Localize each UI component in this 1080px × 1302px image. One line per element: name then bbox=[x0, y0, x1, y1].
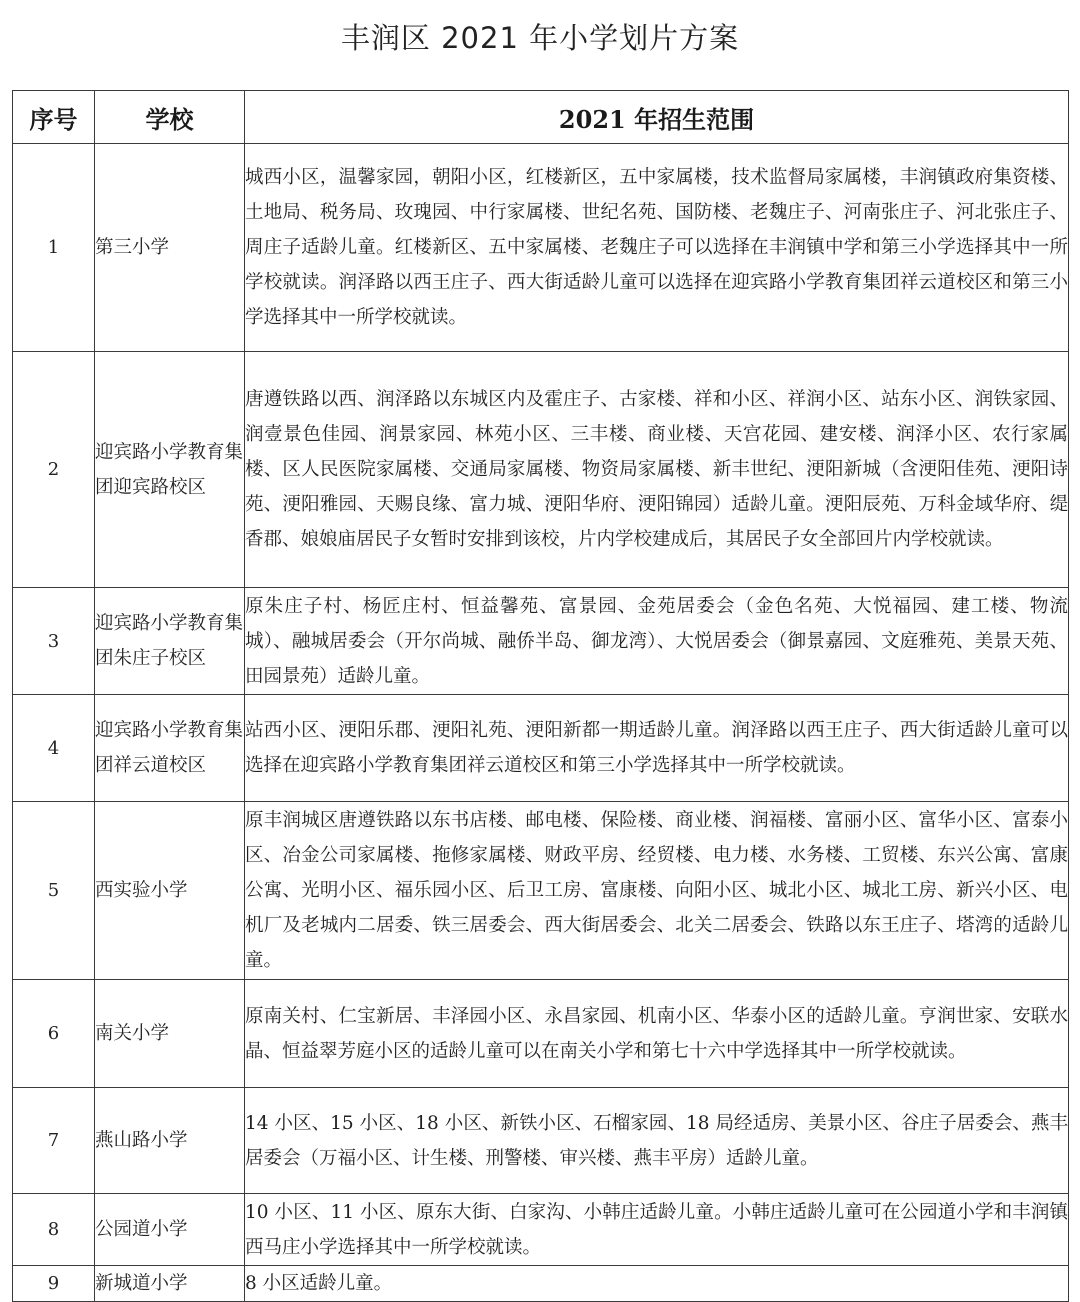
table-row bbox=[13, 1266, 1069, 1302]
row-num: 2 bbox=[13, 352, 95, 588]
row-num: 3 bbox=[13, 588, 95, 695]
row-school: 迎宾路小学教育集团朱庄子校区 bbox=[95, 588, 245, 695]
row-scope: 原朱庄子村、杨匠庄村、恒益馨苑、富景园、金苑居委会（金色名苑、大悦福园、建工楼、物流城）、融城居委会（开尔尚城、融侨半岛、御龙湾）、大悦居委会（御景嘉园、文庭雅苑、美景天苑、田园景苑）适龄儿童。 bbox=[245, 588, 1069, 695]
row-scope: 原丰润城区唐遵铁路以东书店楼、邮电楼、保险楼、商业楼、润福楼、富丽小区、富华小区、富泰小区、冶金公司家属楼、拖修家属楼、财政平房、经贸楼、电力楼、水务楼、工贸楼、东兴公寓、富康公寓、光明小区、福乐园小区、后卫工房、富康楼、向阳小区、城北小区、城北工房、新兴小区、电机厂及老城内二居委、铁三居委会、西大街居委会、北关二居委会、铁路以东王庄子、塔湾的适龄儿童。 bbox=[245, 802, 1069, 980]
table-header-row bbox=[13, 91, 1069, 144]
row-num: 8 bbox=[13, 1194, 95, 1266]
row-num: 5 bbox=[13, 802, 95, 980]
table-row bbox=[13, 802, 1069, 980]
header-num: 序号 bbox=[13, 91, 95, 144]
row-scope: 8 小区适龄儿童。 bbox=[245, 1266, 1069, 1302]
row-school: 西实验小学 bbox=[95, 802, 245, 980]
row-scope: 站西小区、浭阳乐郡、浭阳礼苑、浭阳新都一期适龄儿童。润泽路以西王庄子、西大街适龄儿童可以选择在迎宾路小学教育集团祥云道校区和第三小学选择其中一所学校就读。 bbox=[245, 695, 1069, 802]
row-num: 1 bbox=[13, 144, 95, 352]
school-district-table bbox=[12, 90, 1069, 1302]
row-school: 南关小学 bbox=[95, 980, 245, 1088]
row-num: 9 bbox=[13, 1266, 95, 1302]
table-row bbox=[13, 695, 1069, 802]
row-scope: 城西小区，温馨家园，朝阳小区，红楼新区，五中家属楼，技术监督局家属楼，丰润镇政府集资楼、土地局、税务局、玫瑰园、中行家属楼、世纪名苑、国防楼、老魏庄子、河南张庄子、河北张庄子、周庄子适龄儿童。红楼新区、五中家属楼、老魏庄子可以选择在丰润镇中学和第三小学选择其中一所学校就读。润泽路以西王庄子、西大街适龄儿童可以选择在迎宾路小学教育集团祥云道校区和第三小学选择其中一所学校就读。 bbox=[245, 144, 1069, 352]
row-school: 燕山路小学 bbox=[95, 1088, 245, 1194]
row-scope: 原南关村、仁宝新居、丰泽园小区、永昌家园、机南小区、华泰小区的适龄儿童。亨润世家、安联水晶、恒益翠芳庭小区的适龄儿童可以在南关小学和第七十六中学选择其中一所学校就读。 bbox=[245, 980, 1069, 1088]
table-row bbox=[13, 588, 1069, 695]
table-row bbox=[13, 1194, 1069, 1266]
page-title: 丰润区 2021 年小学划片方案 bbox=[340, 21, 740, 55]
row-school: 迎宾路小学教育集团祥云道校区 bbox=[95, 695, 245, 802]
table-row bbox=[13, 980, 1069, 1088]
row-scope: 10 小区、11 小区、原东大街、白家沟、小韩庄适龄儿童。小韩庄适龄儿童可在公园道小学和丰润镇西马庄小学选择其中一所学校就读。 bbox=[245, 1194, 1069, 1266]
row-scope: 唐遵铁路以西、润泽路以东城区内及霍庄子、古家楼、祥和小区、祥润小区、站东小区、润铁家园、润壹景色佳园、润景家园、林苑小区、三丰楼、商业楼、天宫花园、建安楼、润泽小区、农行家属楼、区人民医院家属楼、交通局家属楼、物资局家属楼、新丰世纪、浭阳新城（含浭阳佳苑、浭阳诗苑、浭阳雅园、天赐良缘、富力城、浭阳华府、浭阳锦园）适龄儿童。浭阳辰苑、万科金域华府、缇香郡、娘娘庙居民子女暂时安排到该校，片内学校建成后，其居民子女全部回片内学校就读。 bbox=[245, 352, 1069, 588]
table-row bbox=[13, 144, 1069, 352]
row-school: 第三小学 bbox=[95, 144, 245, 352]
table-row bbox=[13, 352, 1069, 588]
row-num: 7 bbox=[13, 1088, 95, 1194]
header-school: 学校 bbox=[95, 91, 245, 144]
row-school: 迎宾路小学教育集团迎宾路校区 bbox=[95, 352, 245, 588]
header-scope: 2021 年招生范围 bbox=[245, 91, 1069, 144]
row-num: 4 bbox=[13, 695, 95, 802]
row-school: 公园道小学 bbox=[95, 1194, 245, 1266]
row-school: 新城道小学 bbox=[95, 1266, 245, 1302]
row-scope: 14 小区、15 小区、18 小区、新铁小区、石榴家园、18 局经适房、美景小区、谷庄子居委会、燕丰居委会（万福小区、计生楼、刑警楼、审兴楼、燕丰平房）适龄儿童。 bbox=[245, 1088, 1069, 1194]
row-num: 6 bbox=[13, 980, 95, 1088]
table-row bbox=[13, 1088, 1069, 1194]
